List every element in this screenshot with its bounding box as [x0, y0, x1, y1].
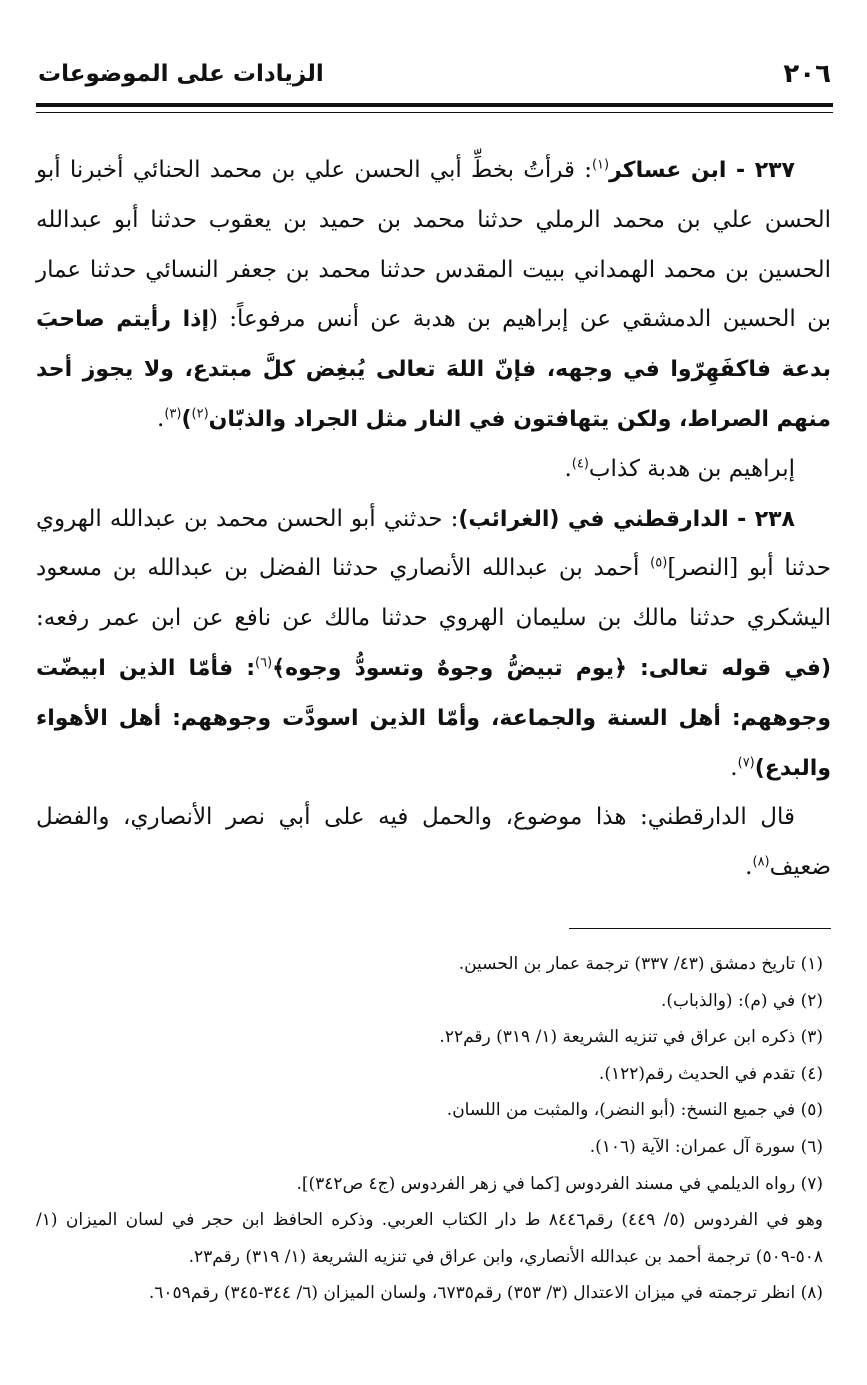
entry-237-close-paren: )	[181, 406, 192, 432]
note-238	[36, 793, 831, 893]
note-237-end: .	[564, 455, 572, 482]
header-rule-thick	[36, 103, 833, 107]
entry-238-isnad-1: : حدثني أبو الحسن محمد بن عبدالله الهروي حدثنا أبو [النصر]	[36, 505, 831, 582]
entry-237-isnad: : قرأتُ بخطِّ أبي الحسن علي بن محمد الحنائي أخبرنا أبو الحسن علي بن محمد الرملي حدثنا محمد بن حميد بن يعقوب حدثنا أبو عبدالله الحسين بن محمد الهمداني ببيت المقدس حدثنا محمد بن جعفر النسائي حدثنا عمار بن الحسين الدمشقي عن إبراهيم بن هدبة عن أنس مرفوعاً: (	[36, 157, 831, 333]
page-header	[38, 50, 831, 98]
entry-237-heading: ٢٣٧ - ابن عساكر	[609, 158, 795, 183]
footnote-1: (١) تاريخ دمشق (٤٣/ ٣٣٧) ترجمة عمار بن الحسين.	[458, 954, 823, 974]
footnote-4: (٤) تقدم في الحديث رقم(١٢٢).	[598, 1063, 823, 1084]
main-text	[36, 146, 831, 893]
entry-238-end: .	[730, 754, 738, 781]
footnote-7: (٧) رواه الديلمي في مسند الفردوس [كما في زهر الفردوس (ج٤ ص٣٤٢)].	[296, 1173, 823, 1194]
footnotes	[36, 946, 823, 1312]
footnote-ref-3: (٣)	[164, 406, 182, 422]
entry-238-isnad-2: أحمد بن عبدالله الأنصاري حدثنا الفضل بن عبدالله بن مسعود اليشكري حدثنا مالك بن سليمان الهروي حدثنا مالك عن نافع عن ابن عمر رفعه:	[36, 555, 832, 632]
footnote-7-continuation: وهو في الفردوس (٥/ ٤٤٩) رقم٨٤٤٦ ط دار الكتاب العربي. وذكره الحافظ ابن حجر في لسان الميزان (١/ ٥٠٨-٥٠٩) ترجمة أحمد بن عبدالله الأنصاري، وابن عراق في تنزيه الشريعة (١/ ٣١٩) رقم٢٣.	[36, 1210, 824, 1267]
footnote-ref-4: (٤)	[571, 456, 589, 472]
footnote-ref-7: (٧)	[737, 754, 755, 770]
footnote-5: (٥) في جميع النسخ: (أبو النضر)، والمثبت من اللسان.	[446, 1100, 823, 1121]
entry-238-quran-verse: (في قوله تعالى: ﴿يوم تبيضُّ وجوهٌ وتسودُّ وجوه﴾	[272, 655, 832, 681]
entry-237-end: .	[157, 405, 165, 432]
note-237	[36, 445, 831, 495]
running-title: الزيادات على الموضوعات	[38, 61, 324, 87]
footnote-ref-2: (٢)	[191, 406, 209, 422]
footnote-2: (٢) في (م): (والذباب).	[660, 990, 823, 1011]
note-237-text: إبراهيم بن هدبة كذاب	[588, 455, 795, 482]
entry-238-hadith: : فأمّا الذين ابيضّت وجوههم: أهل السنة والجماعة، وأمّا الذين اسودَّت وجوههم: أهل الأهواء والبدع)	[36, 655, 831, 781]
footnote-ref-5: (٥)	[650, 555, 668, 571]
footnote-3: (٣) ذكره ابن عراق في تنزيه الشريعة (١/ ٣١٩) رقم٢٢.	[439, 1027, 823, 1048]
footnote-ref-1: (١)	[591, 157, 610, 173]
footnote-ref-6: (٦)	[255, 655, 273, 671]
entry-238	[36, 495, 831, 794]
entry-237-hadith: إذا رأيتم صاحبَ بدعة فاكفَهِرّوا في وجهه، فإنّ اللهَ تعالى يُبغِض كلَّ مبتدع، ولا يجوز أحد منهم الصراط، ولكن يتهافتون في النار مثل الجراد والذبّان	[36, 307, 831, 432]
page-number: ٢٠٦	[783, 59, 831, 89]
footnote-ref-8: (٨)	[752, 854, 770, 870]
footnote-8: (٨) انظر ترجمته في ميزان الاعتدال (٣/ ٣٥٣) رقم٦٧٣٥، ولسان الميزان (٦/ ٣٤٤-٣٤٥) رقم٦٠٥٩.	[148, 1283, 823, 1304]
footnote-6: (٦) سورة آل عمران: الآية (١٠٦).	[589, 1136, 823, 1157]
entry-238-heading: ٢٣٨ - الدارقطني في (الغرائب)	[458, 506, 795, 532]
note-238-text: قال الدارقطني: هذا موضوع، والحمل فيه على أبي نصر الأنصاري، والفضل ضعيف	[36, 804, 831, 881]
entry-237	[36, 146, 831, 445]
footnote-separator	[569, 928, 831, 929]
note-238-end: .	[745, 854, 753, 881]
header-rule-thin	[36, 112, 833, 113]
